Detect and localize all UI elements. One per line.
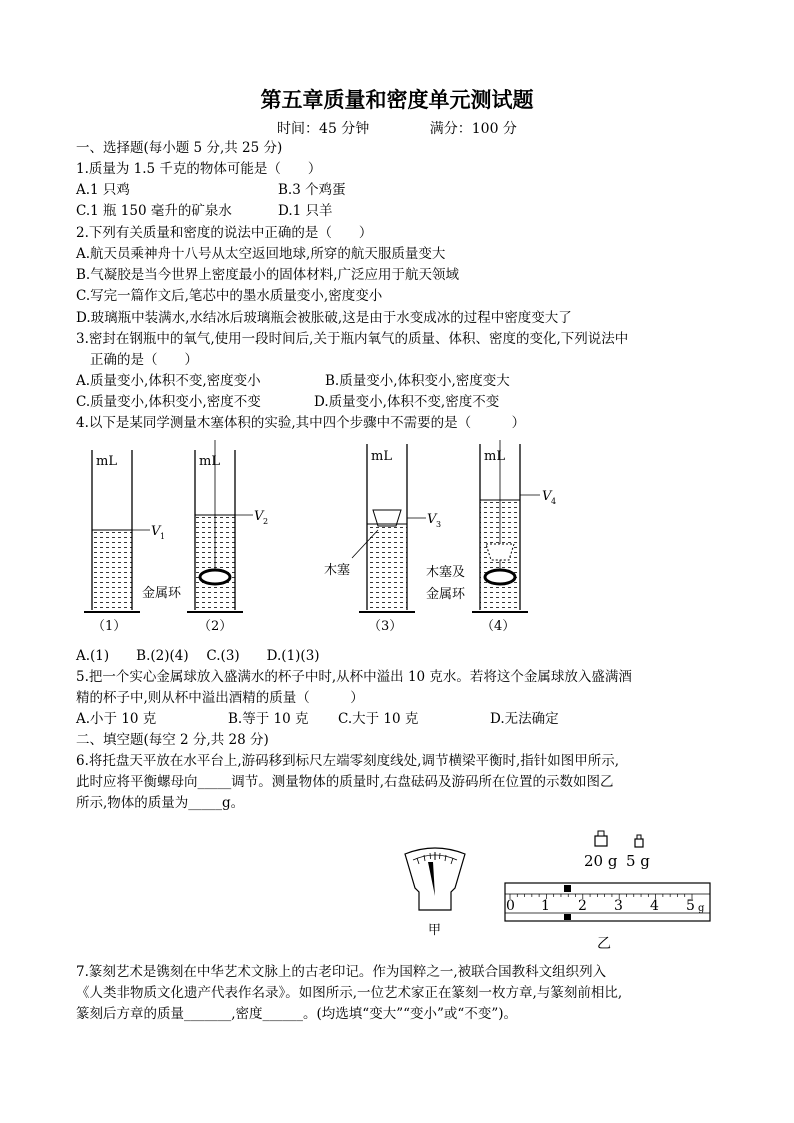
cylinder-3: [324, 444, 441, 634]
caption-3: （3）: [368, 619, 403, 634]
q5-option-a: A.小于 10 克: [76, 711, 157, 727]
q1-option-d: D.1 只羊: [278, 203, 333, 219]
q4-options: A.(1) B.(2)(4) C.(3) D.(1)(3): [76, 648, 320, 664]
page-title: 第五章质量和密度单元测试题: [260, 88, 534, 112]
question-5-cont: 精的杯子中,则从杯中溢出酒精的质量（ ）: [76, 690, 364, 706]
question-3: 3.密封在钢瓶中的氧气,使用一段时间后,关于瓶内氧气的质量、体积、密度的变化,下列说法中: [76, 331, 629, 347]
q2-option-d: D.玻璃瓶中装满水,水结冰后玻璃瓶会被胀破,这是由于水变成冰的过程中密度变大了: [76, 310, 572, 326]
v3-sub: 3: [436, 520, 442, 529]
cork-ring-label-2: 金属环: [426, 587, 466, 602]
question-2: 2.下列有关质量和密度的说法中正确的是（ ）: [76, 225, 373, 241]
section-2-heading: 二、填空题(每空 2 分,共 28 分): [76, 732, 269, 748]
q3-option-b: B.质量变小,体积变小,密度变大: [325, 373, 510, 389]
weights-ruler-figure: [500, 828, 720, 954]
q3-option-a: A.质量变小,体积不变,密度变小: [76, 373, 261, 389]
exam-score: 满分：100 分: [429, 121, 517, 137]
question-4: 4.以下是某同学测量木塞体积的实验,其中四个步骤中不需要的是（ ）: [76, 415, 526, 431]
q5-option-c: C.大于 10 克: [338, 711, 419, 727]
q2-option-a: A.航天员乘神舟十八号从太空返回地球,所穿的航天服质量变大: [76, 246, 446, 262]
cyl1-ml-label: mL: [96, 454, 117, 469]
q2-option-b: B.气凝胶是当今世界上密度最小的固体材料,广泛应用于航天领域: [76, 267, 460, 283]
tick-3: 3: [614, 898, 623, 914]
cyl3-ml-label: mL: [371, 449, 392, 464]
question-7: 7.篆刻艺术是镌刻在中华艺术文脉上的古老印记。作为国粹之一,被联合国教科文组织列入: [76, 964, 607, 980]
tick-2: 2: [578, 898, 587, 914]
cylinder-1: [84, 450, 165, 634]
v1-label: V: [151, 524, 161, 539]
caption-2: （2）: [198, 619, 233, 634]
q2-option-c: C.写完一篇作文后,笔芯中的墨水质量变小,密度变小: [76, 288, 383, 304]
weight-5g-label: 5 g: [626, 852, 650, 870]
ring-label: 金属环: [142, 586, 182, 601]
caption-1: （1）: [92, 619, 127, 634]
q1-option-b: B.3 个鸡蛋: [278, 182, 346, 198]
caption-4: （4）: [481, 619, 516, 634]
v1-sub: 1: [160, 532, 166, 541]
tick-0: 0: [506, 898, 515, 914]
rider-top: [564, 885, 571, 892]
cylinder-figure: [70, 440, 557, 640]
tick-1: 1: [541, 898, 550, 914]
label-jia: 甲: [428, 923, 442, 938]
v4-sub: 4: [551, 497, 557, 506]
exam-time: 时间：45 分钟: [277, 121, 370, 137]
weight-20g-label: 20 g: [584, 852, 618, 870]
v2-label: V: [254, 509, 264, 524]
q3-option-d: D.质量变小,体积不变,密度不变: [314, 394, 500, 410]
rider-bottom: [564, 914, 571, 920]
exam-meta: [0, 118, 794, 138]
question-1: 1.质量为 1.5 千克的物体可能是（ ）: [76, 161, 322, 177]
question-6-cont-2: 所示,物体的质量为_____g。: [76, 795, 245, 811]
tick-4: 4: [650, 898, 659, 914]
question-3-cont: 正确的是（ ）: [90, 352, 198, 368]
cyl4-ml-label: mL: [484, 449, 505, 464]
v3-label: V: [427, 512, 437, 527]
scale-ruler: [505, 883, 710, 921]
q3-option-c: C.质量变小,体积变小,密度不变: [76, 394, 261, 410]
section-1-heading: 一、选择题(每小题 5 分,共 25 分): [76, 140, 283, 156]
ruler-unit: g: [698, 903, 705, 914]
q1-option-a: A.1 只鸡: [76, 182, 130, 198]
v4-label: V: [542, 489, 552, 504]
question-5: 5.把一个实心金属球放入盛满水的杯子中时,从杯中溢出 10 克水。若将这个金属球放入盛满酒: [76, 669, 632, 685]
question-6-cont-1: 此时应将平衡螺母向_____调节。测量物体的质量时,右盘砝码及游码所在位置的示数如图乙: [76, 774, 614, 790]
q5-option-b: B.等于 10 克: [228, 711, 309, 727]
tick-5: 5: [686, 898, 695, 914]
weight-5g-icon: [635, 835, 643, 847]
q5-option-d: D.无法确定: [490, 711, 559, 727]
cyl2-ml-label: mL: [199, 454, 220, 469]
v2-sub: 2: [263, 517, 269, 526]
cylinder-4: [426, 440, 556, 634]
weight-20g-icon: [595, 831, 607, 846]
cork-ring-label-1: 木塞及: [426, 565, 466, 580]
question-7-cont-2: 篆刻后方章的质量_______,密度______。(均选填“变大”“变小”或“不变”)。: [76, 1006, 517, 1022]
label-yi: 乙: [597, 936, 611, 952]
q1-option-c: C.1 瓶 150 毫升的矿泉水: [76, 203, 232, 219]
balance-pointer-figure: [395, 840, 475, 940]
cork-label: 木塞: [324, 563, 351, 578]
question-7-cont-1: 《人类非物质文化遗产代表作名录》。如图所示,一位艺术家正在篆刻一枚方章,与篆刻前相比,: [76, 985, 623, 1001]
question-6: 6.将托盘天平放在水平台上,游码移到标尺左端零刻度线处,调节横梁平衡时,指针如图甲所示,: [76, 753, 620, 769]
